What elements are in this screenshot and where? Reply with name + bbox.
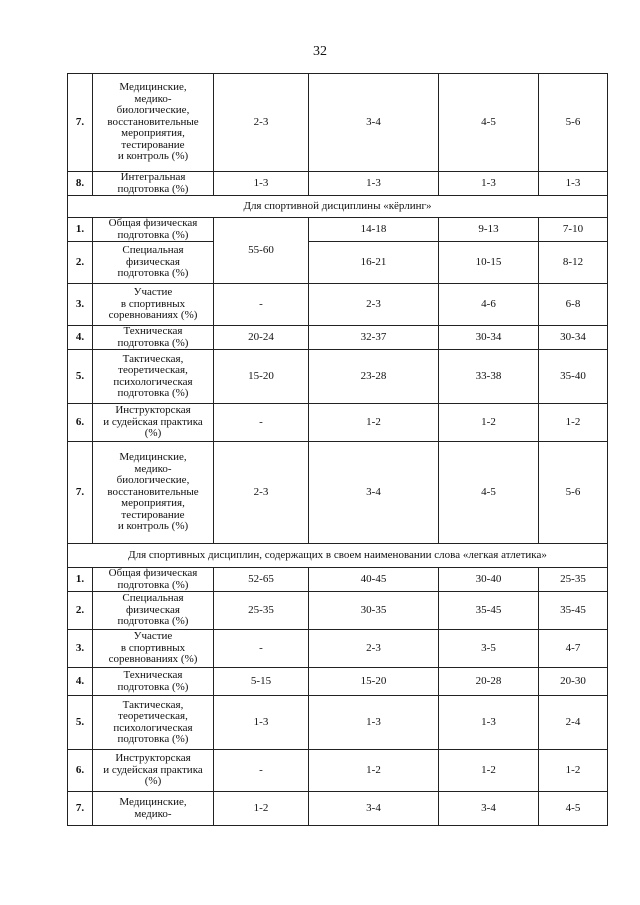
row-number: 5.	[68, 350, 93, 404]
section-header-row	[68, 196, 608, 218]
table-row	[68, 568, 608, 592]
value-col-2: 3-4	[309, 74, 439, 172]
row-name	[93, 568, 214, 592]
table-row	[68, 442, 608, 544]
row-name	[93, 792, 214, 826]
value-col-1: 25-35	[214, 592, 309, 630]
value-col-4: 1-2	[539, 750, 608, 792]
row-name	[93, 350, 214, 404]
value-col-1: 55-60	[214, 218, 309, 284]
value-col-3: 4-6	[439, 284, 539, 326]
value-col-3: 30-40	[439, 568, 539, 592]
row-number: 7.	[68, 442, 93, 544]
row-name	[93, 284, 214, 326]
row-name-line: психологическая	[113, 375, 193, 388]
value-col-1: 1-3	[214, 172, 309, 196]
row-name	[93, 74, 214, 172]
row-name-line: Специальная	[122, 592, 184, 605]
value-col-3: 20-28	[439, 668, 539, 696]
row-name-line: Техническая	[123, 325, 183, 337]
row-name-line: (%)	[144, 775, 162, 788]
row-number: 8.	[68, 172, 93, 196]
table-row	[68, 630, 608, 668]
value-col-1: -	[214, 750, 309, 792]
value-col-3: 9-13	[439, 218, 539, 242]
row-name	[93, 326, 214, 350]
value-col-4: 1-2	[539, 404, 608, 442]
row-name-line: биологические,	[116, 104, 190, 117]
value-col-2: 1-2	[309, 750, 439, 792]
value-col-1: 2-3	[214, 74, 309, 172]
row-name-line: Специальная	[122, 244, 184, 257]
row-number: 4.	[68, 326, 93, 350]
row-name-line: Участие	[133, 286, 173, 299]
row-name-line: соревнованиях (%)	[108, 309, 198, 322]
row-name-line: в спортивных	[120, 297, 186, 310]
value-col-2: 14-18	[309, 218, 439, 242]
table-row	[68, 74, 608, 172]
value-col-3: 30-34	[439, 326, 539, 350]
row-name-line: мероприятия,	[121, 497, 185, 510]
row-name	[93, 404, 214, 442]
row-number: 1.	[68, 218, 93, 242]
value-col-4: 4-7	[539, 630, 608, 668]
value-col-1: -	[214, 630, 309, 668]
value-col-4: 8-12	[539, 242, 608, 284]
value-col-3: 4-5	[439, 74, 539, 172]
value-col-3: 10-15	[439, 242, 539, 284]
row-name	[93, 750, 214, 792]
row-number: 2.	[68, 592, 93, 630]
row-name-line: подготовка (%)	[117, 680, 189, 693]
value-col-2: 40-45	[309, 568, 439, 592]
row-name-line: биологические,	[116, 474, 190, 487]
row-name-line: подготовка (%)	[117, 578, 189, 591]
row-number: 7.	[68, 792, 93, 826]
row-number: 2.	[68, 242, 93, 284]
value-col-1: 5-15	[214, 668, 309, 696]
row-name	[93, 242, 214, 284]
row-name-line: подготовка (%)	[117, 733, 189, 745]
table-row	[68, 218, 608, 242]
value-col-3: 3-4	[439, 792, 539, 826]
value-col-2: 32-37	[309, 326, 439, 350]
row-number: 7.	[68, 74, 93, 172]
row-name-line: Общая физическая	[108, 217, 198, 229]
row-number: 5.	[68, 696, 93, 750]
value-col-2: 2-3	[309, 630, 439, 668]
section-title: Для спортивной дисциплины «кёрлинг»	[68, 196, 608, 218]
value-col-4: 35-45	[539, 592, 608, 630]
row-name-line: подготовка (%)	[117, 387, 189, 399]
value-col-3: 4-5	[439, 442, 539, 544]
row-name-line: Тактическая,	[122, 352, 184, 365]
row-name-line: соревнованиях (%)	[108, 653, 198, 666]
row-name-line: медико-	[134, 92, 172, 105]
row-name-line: Инструкторская	[115, 404, 191, 417]
table-row	[68, 326, 608, 350]
row-name	[93, 442, 214, 544]
value-col-3: 1-2	[439, 750, 539, 792]
table-row	[68, 242, 608, 284]
row-name-line: подготовка (%)	[117, 267, 189, 280]
row-name-line: подготовка (%)	[117, 615, 189, 628]
row-name-line: Инструкторская	[115, 752, 191, 765]
row-name	[93, 592, 214, 630]
value-col-2: 30-35	[309, 592, 439, 630]
value-col-4: 25-35	[539, 568, 608, 592]
table-row	[68, 792, 608, 826]
row-name-line: тестирование	[121, 508, 185, 521]
row-name-line: медико-	[134, 462, 172, 475]
table-row	[68, 750, 608, 792]
section-title: Для спортивных дисциплин, содержащих в своем наименовании слова «легкая атлетика»	[68, 544, 608, 568]
value-col-2: 3-4	[309, 792, 439, 826]
row-name-line: Техническая	[123, 669, 183, 681]
row-name-line: теоретическая,	[118, 710, 188, 722]
row-number: 3.	[68, 284, 93, 326]
value-col-3: 35-45	[439, 592, 539, 630]
value-col-3: 33-38	[439, 350, 539, 404]
row-name-line: мероприятия,	[121, 127, 185, 140]
value-col-1: 1-3	[214, 696, 309, 750]
row-name-line: теоретическая,	[118, 364, 188, 376]
row-number: 3.	[68, 630, 93, 668]
value-col-2: 23-28	[309, 350, 439, 404]
row-name-line: Участие	[133, 630, 173, 643]
value-col-1: 52-65	[214, 568, 309, 592]
row-name-line: Медицинские,	[119, 81, 187, 94]
row-name-line: и контроль (%)	[117, 150, 189, 163]
value-col-1: -	[214, 404, 309, 442]
row-name-line: подготовка (%)	[117, 336, 189, 349]
row-name-line: и судейская практика	[103, 415, 203, 428]
row-number: 6.	[68, 404, 93, 442]
row-name-line: психологическая	[113, 721, 193, 734]
row-name	[93, 668, 214, 696]
value-col-2: 1-3	[309, 696, 439, 750]
table-row	[68, 696, 608, 750]
value-col-4: 5-6	[539, 442, 608, 544]
value-col-3: 1-3	[439, 172, 539, 196]
row-name-line: Медицинские,	[119, 796, 187, 808]
value-col-3: 1-2	[439, 404, 539, 442]
row-name	[93, 172, 214, 196]
value-col-4: 35-40	[539, 350, 608, 404]
value-col-4: 4-5	[539, 792, 608, 826]
value-col-4: 6-8	[539, 284, 608, 326]
row-name-line: Общая физическая	[108, 567, 198, 579]
value-col-1: 2-3	[214, 442, 309, 544]
row-name-line: в спортивных	[120, 641, 186, 654]
table-row	[68, 350, 608, 404]
value-col-4: 2-4	[539, 696, 608, 750]
value-col-2: 1-3	[309, 172, 439, 196]
row-name-line: и контроль (%)	[117, 520, 189, 533]
row-name-line: подготовка (%)	[117, 228, 189, 241]
value-col-1: 20-24	[214, 326, 309, 350]
value-col-4: 30-34	[539, 326, 608, 350]
value-col-3: 1-3	[439, 696, 539, 750]
table-row	[68, 404, 608, 442]
value-col-2: 16-21	[309, 242, 439, 284]
value-col-1: 15-20	[214, 350, 309, 404]
training-table	[67, 73, 608, 826]
row-name-line: физическая	[126, 255, 180, 268]
row-name-line: физическая	[126, 603, 180, 616]
value-col-1: -	[214, 284, 309, 326]
value-col-2: 1-2	[309, 404, 439, 442]
value-col-2: 15-20	[309, 668, 439, 696]
row-name-line: и судейская практика	[103, 763, 203, 776]
row-name	[93, 630, 214, 668]
row-name-line: (%)	[144, 427, 162, 440]
value-col-4: 7-10	[539, 218, 608, 242]
page-number: 32	[313, 44, 327, 59]
value-col-1: 1-2	[214, 792, 309, 826]
table-row	[68, 284, 608, 326]
section-header-row	[68, 544, 608, 568]
table-row	[68, 172, 608, 196]
row-name-line: тестирование	[121, 138, 185, 151]
row-number: 4.	[68, 668, 93, 696]
row-name-line: медико-	[134, 807, 172, 820]
row-name-line: Интегральная	[120, 171, 186, 183]
value-col-3: 3-5	[439, 630, 539, 668]
value-col-4: 20-30	[539, 668, 608, 696]
value-col-4: 1-3	[539, 172, 608, 196]
row-name	[93, 218, 214, 242]
row-name	[93, 696, 214, 750]
value-col-2: 2-3	[309, 284, 439, 326]
row-number: 6.	[68, 750, 93, 792]
value-col-2: 3-4	[309, 442, 439, 544]
row-name-line: подготовка (%)	[117, 182, 189, 195]
row-name-line: Медицинские,	[119, 451, 187, 464]
row-name-line: восстановительные	[107, 485, 199, 498]
row-number: 1.	[68, 568, 93, 592]
row-name-line: восстановительные	[107, 115, 199, 128]
row-name-line: Тактическая,	[122, 698, 184, 711]
value-col-4: 5-6	[539, 74, 608, 172]
table-row	[68, 592, 608, 630]
table-row	[68, 668, 608, 696]
